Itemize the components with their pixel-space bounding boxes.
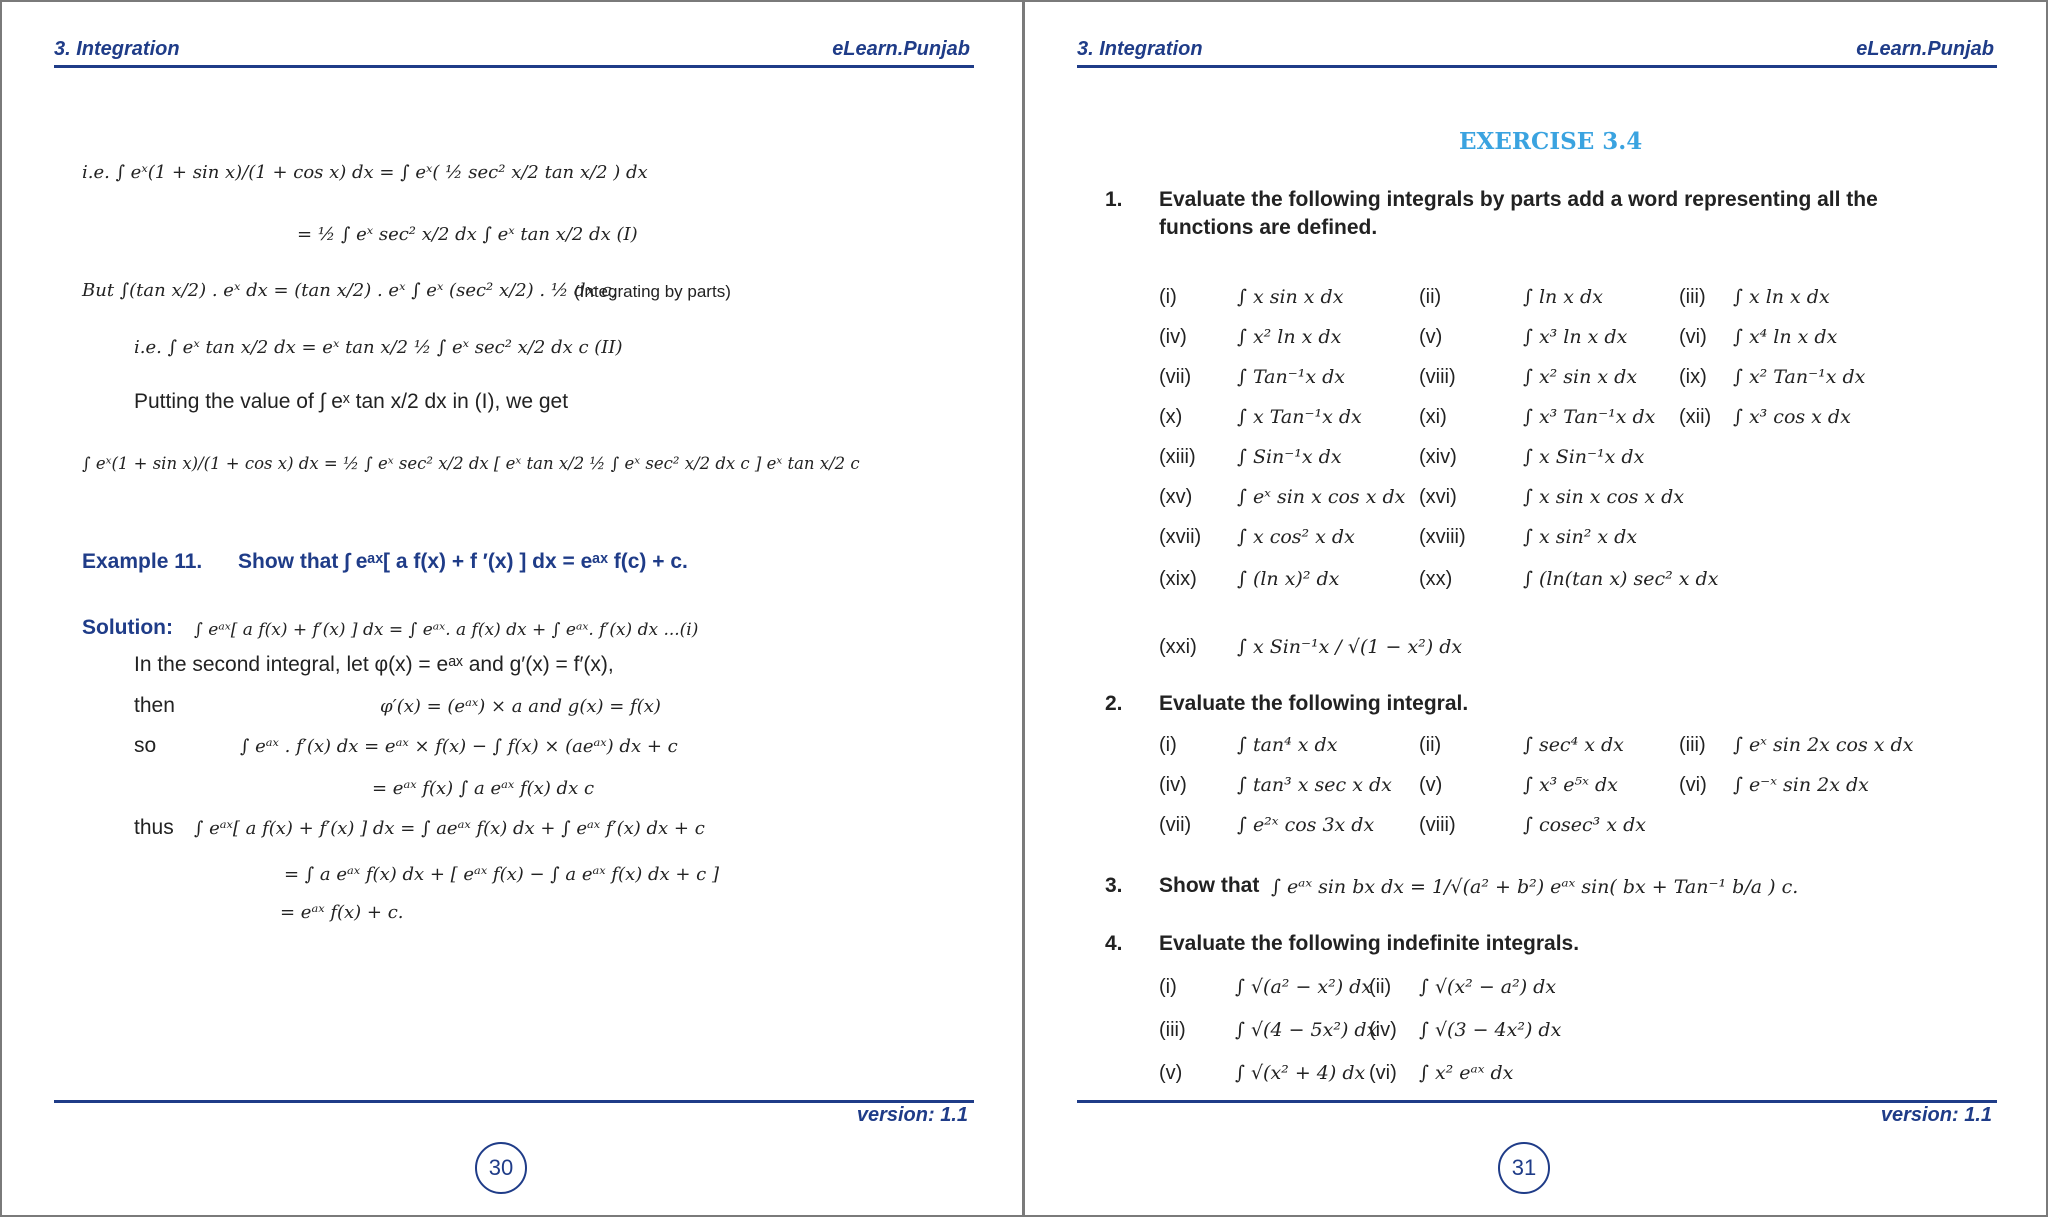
- integral-expr: ∫ e²ˣ cos 3x dx: [1237, 814, 1375, 836]
- integral-expr: ∫ e⁻ˣ sin 2x dx: [1733, 774, 1869, 796]
- integral-expr: ∫ x Sin⁻¹x dx: [1523, 446, 1645, 468]
- question-text: functions are defined.: [1159, 216, 1378, 239]
- integral-expr: ∫ Sin⁻¹x dx: [1237, 446, 1342, 468]
- question-number: 3.: [1105, 874, 1123, 897]
- integral-expr: ∫ √(a² − x²) dx: [1235, 976, 1373, 998]
- question-text: Evaluate the following integrals by parts add a word representing all the: [1159, 188, 1878, 211]
- integral-expr: ∫ x³ cos x dx: [1733, 406, 1851, 428]
- item-label: (iv): [1159, 774, 1187, 796]
- item-label: (vii): [1159, 814, 1192, 836]
- integral-expr: ∫ x² Tan⁻¹x dx: [1733, 366, 1866, 388]
- chapter-header: 3. Integration: [1077, 38, 1203, 60]
- item-label: (xix): [1159, 568, 1197, 590]
- solution-label: Solution:: [82, 616, 173, 639]
- brand-header: eLearn.Punjab: [1856, 38, 1994, 60]
- page-number: 31: [1498, 1142, 1550, 1194]
- math-line: = eᵃˣ f(x) ∫ a eᵃˣ f(x) dx c: [372, 778, 595, 799]
- footer-rule: [54, 1100, 974, 1103]
- integral-expr: ∫ sec⁴ x dx: [1523, 734, 1624, 756]
- note-text: (Integrating by parts): [574, 282, 731, 301]
- item-label: (i): [1159, 734, 1177, 756]
- item-label: (xvi): [1419, 486, 1457, 508]
- chapter-header: 3. Integration: [54, 38, 180, 60]
- integral-expr: ∫ cosec³ x dx: [1523, 814, 1646, 836]
- integral-expr: ∫ x cos² x dx: [1237, 526, 1355, 548]
- version-label: version: 1.1: [856, 1104, 968, 1126]
- item-label: (xxi): [1159, 636, 1197, 658]
- integral-expr: ∫ x² ln x dx: [1237, 326, 1342, 348]
- question-number: 1.: [1105, 188, 1123, 211]
- example-statement: Show that ∫ eᵃˣ[ a f(x) + f ′(x) ] dx = eᵃˣ f(c) + c.: [238, 550, 688, 573]
- math-line: = ∫ a eᵃˣ f(x) dx + [ eᵃˣ f(x) − ∫ a eᵃˣ f(x) dx + c ]: [284, 864, 719, 885]
- item-label: (viii): [1419, 814, 1456, 836]
- integral-expr: ∫ tan⁴ x dx: [1237, 734, 1338, 756]
- item-label: (v): [1419, 326, 1443, 348]
- text-line: then: [134, 694, 175, 717]
- item-label: (ix): [1679, 366, 1707, 388]
- question-number: 4.: [1105, 932, 1123, 955]
- item-label: (iii): [1679, 734, 1706, 756]
- integral-expr: ∫ eˣ sin x cos x dx: [1237, 486, 1406, 508]
- integral-expr: ∫ √(x² − a²) dx: [1419, 976, 1557, 998]
- exercise-title: EXERCISE 3.4: [1459, 128, 1643, 155]
- integral-expr: ∫ eˣ sin 2x cos x dx: [1733, 734, 1914, 756]
- question-number: 2.: [1105, 692, 1123, 715]
- text-line: In the second integral, let φ(x) = eᵃˣ and g′(x) = f′(x),: [134, 653, 614, 676]
- item-label: (iv): [1159, 326, 1187, 348]
- text-line: thus: [134, 816, 174, 839]
- item-label: (ii): [1419, 286, 1442, 308]
- integral-expr: ∫ √(4 − 5x²) dx: [1235, 1019, 1378, 1041]
- item-label: (xiii): [1159, 446, 1196, 468]
- integral-expr: ∫ ln x dx: [1523, 286, 1603, 308]
- item-label: (xvii): [1159, 526, 1202, 548]
- item-label: (ii): [1419, 734, 1442, 756]
- integral-expr: ∫ x Sin⁻¹x / √(1 − x²) dx: [1237, 636, 1463, 658]
- math-line: ∫ eˣ(1 + sin x)/(1 + cos x) dx = ½ ∫ eˣ sec² x/2 dx [ eˣ tan x/2 ½ ∫ eˣ sec² x/2 dx c ] eˣ tan x/2 c: [82, 454, 860, 473]
- math-line: φ′(x) = (eᵃˣ) × a and g(x) = f(x): [380, 696, 661, 717]
- item-label: (xviii): [1419, 526, 1466, 548]
- item-label: (xiv): [1419, 446, 1457, 468]
- text-line: Putting the value of ∫ eˣ tan x/2 dx in (I), we get: [134, 390, 569, 413]
- integral-expr: ∫ (ln x)² dx: [1237, 568, 1340, 590]
- integral-expr: ∫ x⁴ ln x dx: [1733, 326, 1838, 348]
- item-label: (iii): [1679, 286, 1706, 308]
- integral-expr: ∫ Tan⁻¹x dx: [1237, 366, 1345, 388]
- integral-expr: ∫ tan³ x sec x dx: [1237, 774, 1392, 796]
- integral-expr: ∫ x sin x cos x dx: [1523, 486, 1685, 508]
- item-label: (vi): [1679, 774, 1707, 796]
- item-label: (viii): [1419, 366, 1456, 388]
- text-line: so: [134, 734, 157, 757]
- item-label: (xx): [1419, 568, 1453, 590]
- math-line: ∫ eᵃˣ[ a f(x) + f′(x) ] dx = ∫ aeᵃˣ f(x) dx + ∫ eᵃˣ f′(x) dx + c: [194, 818, 705, 839]
- question-text: Show that: [1159, 874, 1260, 897]
- integral-expr: ∫ x² eᵃˣ dx: [1419, 1062, 1514, 1084]
- integral-expr: ∫ (ln(tan x) sec² x dx: [1523, 568, 1719, 590]
- integral-expr: ∫ x³ e⁵ˣ dx: [1523, 774, 1618, 796]
- integral-expr: ∫ √(x² + 4) dx: [1235, 1062, 1366, 1084]
- integral-expr: ∫ x³ ln x dx: [1523, 326, 1628, 348]
- item-label: (xi): [1419, 406, 1447, 428]
- math-line: But ∫(tan x/2) . eˣ dx = (tan x/2) . eˣ ∫ eˣ (sec² x/2) . ½ dx c,: [82, 280, 618, 301]
- integral-expr: ∫ x sin² x dx: [1523, 526, 1638, 548]
- item-label: (v): [1419, 774, 1443, 796]
- question-text: Evaluate the following indefinite integrals.: [1159, 932, 1580, 955]
- integral-expr: ∫ x³ Tan⁻¹x dx: [1523, 406, 1656, 428]
- integral-expr: ∫ √(3 − 4x²) dx: [1419, 1019, 1562, 1041]
- item-label: (ii): [1369, 976, 1392, 998]
- item-label: (i): [1159, 976, 1177, 998]
- footer-rule: [1077, 1100, 1997, 1103]
- integral-expr: ∫ x Tan⁻¹x dx: [1237, 406, 1362, 428]
- question-text: Evaluate the following integral.: [1159, 692, 1469, 715]
- math-line: = eᵃˣ f(x) + c.: [280, 902, 404, 923]
- item-label: (i): [1159, 286, 1177, 308]
- math-line: i.e. ∫ eˣ(1 + sin x)/(1 + cos x) dx = ∫ eˣ( ½ sec² x/2 tan x/2 ) dx: [82, 162, 648, 183]
- integral-expr: ∫ eᵃˣ sin bx dx = 1/√(a² + b²) eᵃˣ sin( bx + Tan⁻¹ b/a ) c.: [1271, 876, 1799, 898]
- integral-expr: ∫ x sin x dx: [1237, 286, 1344, 308]
- version-label: version: 1.1: [1880, 1104, 1992, 1126]
- item-label: (xv): [1159, 486, 1193, 508]
- math-line: = ½ ∫ eˣ sec² x/2 dx ∫ eˣ tan x/2 dx (I): [297, 224, 638, 245]
- page-number: 30: [475, 1142, 527, 1194]
- math-line: ∫ eᵃˣ . f′(x) dx = eᵃˣ × f(x) − ∫ f(x) × (aeᵃˣ) dx + c: [240, 736, 678, 757]
- item-label: (vi): [1679, 326, 1707, 348]
- integral-expr: ∫ x² sin x dx: [1523, 366, 1638, 388]
- item-label: (vi): [1369, 1062, 1397, 1084]
- example-label: Example 11.: [82, 550, 203, 573]
- item-label: (iv): [1369, 1019, 1397, 1041]
- header-rule: [1077, 65, 1997, 68]
- integral-expr: ∫ x ln x dx: [1733, 286, 1830, 308]
- item-label: (x): [1159, 406, 1183, 428]
- math-line: ∫ eᵃˣ[ a f(x) + f′(x) ] dx = ∫ eᵃˣ. a f(x) dx + ∫ eᵃˣ. f′(x) dx ...(i): [194, 620, 699, 640]
- item-label: (v): [1159, 1062, 1183, 1084]
- math-line: i.e. ∫ eˣ tan x/2 dx = eˣ tan x/2 ½ ∫ eˣ sec² x/2 dx c (II): [134, 337, 623, 358]
- brand-header: eLearn.Punjab: [832, 38, 970, 60]
- item-label: (xii): [1679, 406, 1712, 428]
- header-rule: [54, 65, 974, 68]
- item-label: (iii): [1159, 1019, 1186, 1041]
- item-label: (vii): [1159, 366, 1192, 388]
- right-page: [1024, 0, 2048, 1217]
